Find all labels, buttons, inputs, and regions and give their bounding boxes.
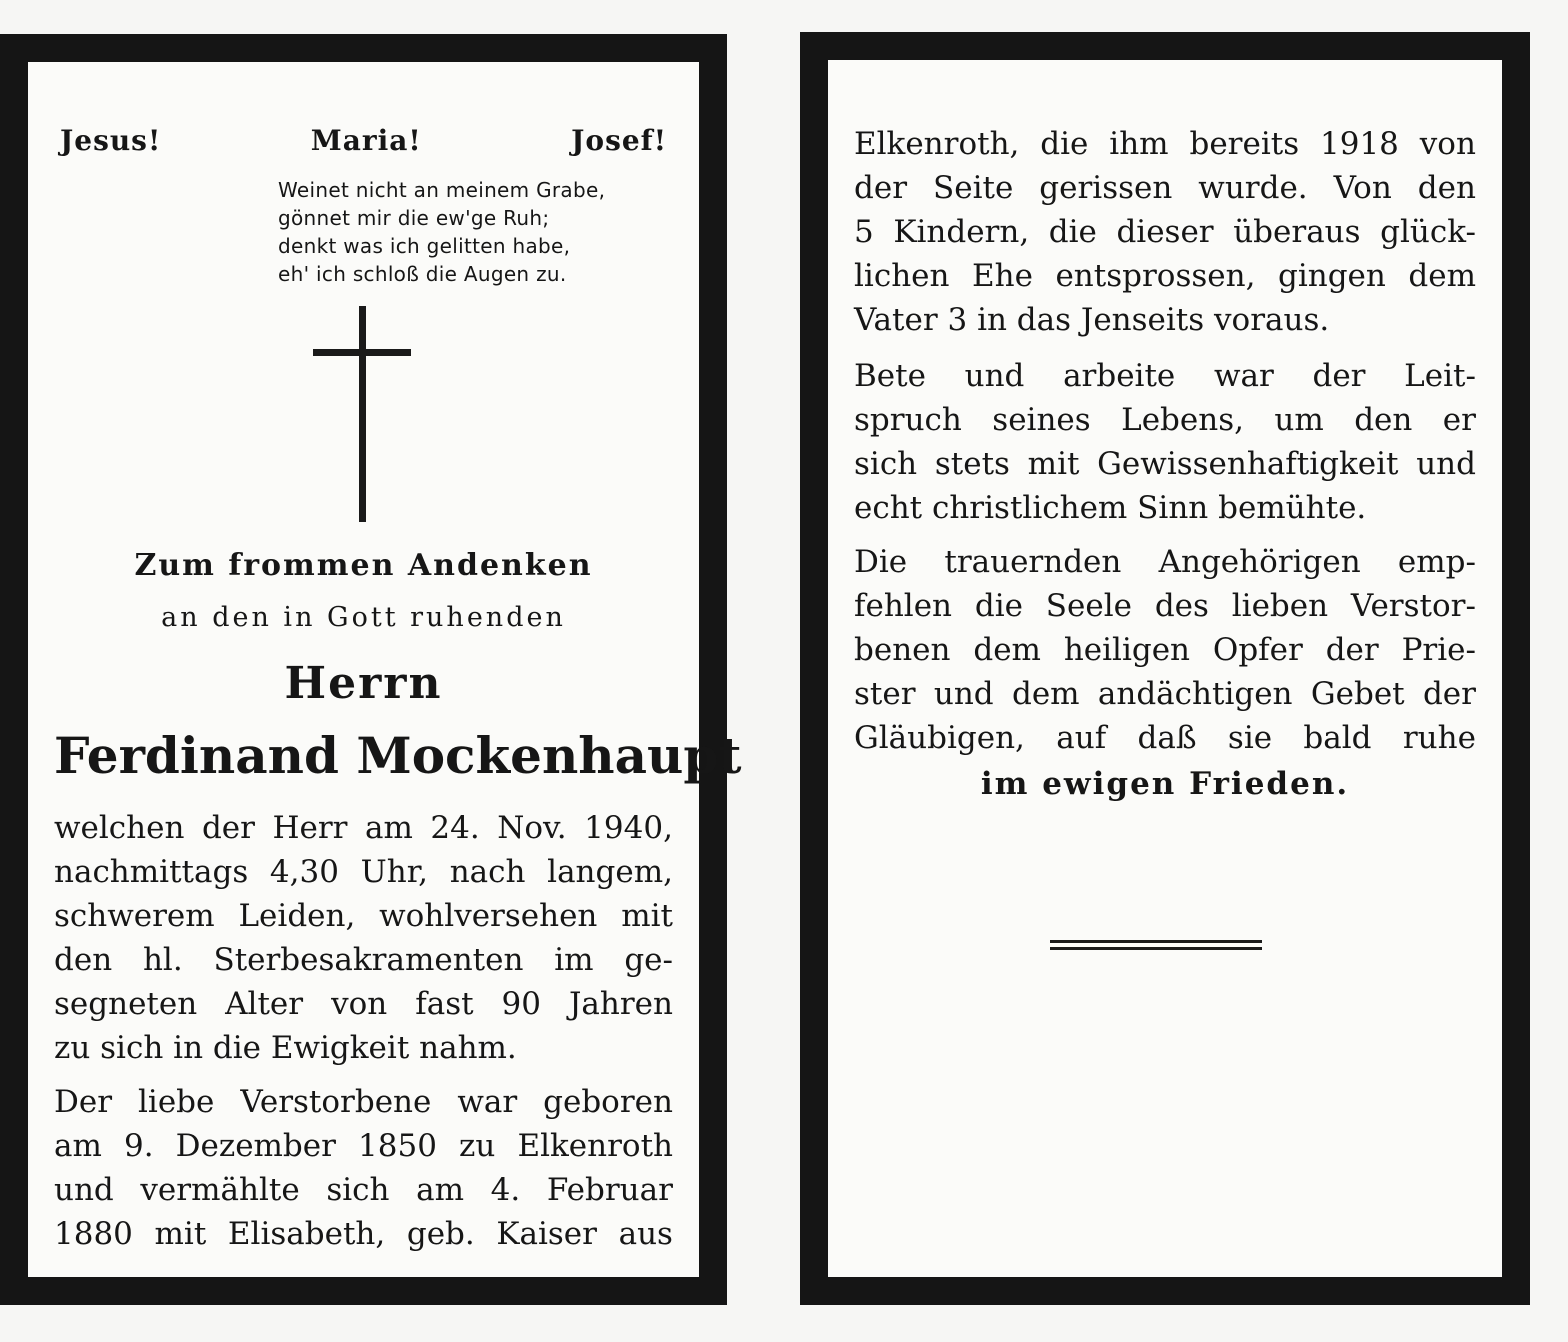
memorial-subtitle: an den in Gott ruhenden xyxy=(161,602,566,633)
honorific: Herrn xyxy=(284,658,443,709)
word: Elkenroth xyxy=(517,1128,673,1164)
body-line xyxy=(54,850,673,894)
body-line xyxy=(54,1168,673,1212)
verse-line: Weinet nicht an meinem Grabe, xyxy=(278,178,606,202)
body-text xyxy=(854,210,1476,254)
body-line xyxy=(54,1212,673,1256)
body-line xyxy=(854,628,1476,672)
word: ruhe xyxy=(1402,720,1476,756)
word: Verstorbene xyxy=(240,1084,432,1120)
body-line xyxy=(54,982,673,1026)
body-text xyxy=(854,584,1476,628)
word: dem xyxy=(973,632,1041,668)
left-card-border xyxy=(0,34,742,1305)
word: die xyxy=(1040,126,1089,162)
word: der xyxy=(201,810,255,846)
word: den xyxy=(1354,402,1413,438)
word: andächtigen xyxy=(1097,676,1293,712)
word: am xyxy=(416,1172,464,1208)
word: der xyxy=(1422,676,1476,712)
body-line xyxy=(54,1026,673,1070)
body-text xyxy=(54,850,673,894)
word: Elisabeth, xyxy=(227,1216,386,1252)
word: Die xyxy=(854,544,908,580)
body-text xyxy=(54,1080,673,1124)
word: ihm xyxy=(1109,126,1169,162)
word: entsprossen, xyxy=(1055,258,1256,294)
word: aus xyxy=(618,1216,673,1252)
word: Kaiser xyxy=(496,1216,597,1252)
body-text xyxy=(54,982,673,1026)
word: 1940, xyxy=(584,810,673,846)
body-text xyxy=(854,354,1476,398)
word: wurde. xyxy=(1198,170,1308,206)
word: bereits xyxy=(1189,126,1300,162)
memorial-title: Zum frommen Andenken xyxy=(134,548,593,583)
body-line xyxy=(854,210,1476,254)
divider-line xyxy=(1050,940,1262,943)
verse-line: denkt was ich gelitten habe, xyxy=(278,234,571,258)
word: lieben xyxy=(1231,588,1329,624)
word: trauernden xyxy=(944,544,1122,580)
word: war xyxy=(1213,358,1274,394)
word: 5 xyxy=(854,214,874,250)
right-card-page xyxy=(828,60,1502,1277)
word: welchen xyxy=(54,810,185,846)
verse-line: gönnet mir die ew'ge Ruh; xyxy=(278,206,550,230)
word: Alter xyxy=(225,986,304,1022)
word: gingen xyxy=(1277,258,1386,294)
body-line xyxy=(854,442,1476,486)
word: Uhr, xyxy=(360,854,428,890)
word: Angehörigen xyxy=(1158,544,1361,580)
word: emp- xyxy=(1397,544,1476,580)
closing-line: im ewigen Frieden. xyxy=(980,766,1350,802)
word: am xyxy=(364,810,413,846)
word: mit xyxy=(621,898,673,934)
word: der xyxy=(854,170,908,206)
word: 4. xyxy=(490,1172,521,1208)
body-line xyxy=(854,166,1476,210)
invocation-maria: Maria! xyxy=(310,124,422,157)
word: Von xyxy=(1333,170,1392,206)
word: nach xyxy=(449,854,526,890)
word: ge- xyxy=(624,942,673,978)
body-line xyxy=(854,584,1476,628)
verse-block xyxy=(278,176,605,288)
word: sie xyxy=(1227,720,1273,756)
word: Elkenroth, xyxy=(854,126,1020,162)
word: überaus xyxy=(1233,214,1361,250)
word: Sterbesakramenten xyxy=(213,942,524,978)
word: spruch xyxy=(854,402,962,438)
word: den xyxy=(1417,170,1476,206)
body-text xyxy=(54,938,673,982)
word: Gebet xyxy=(1310,676,1405,712)
body-line xyxy=(54,1124,673,1168)
word: um xyxy=(1274,402,1324,438)
word: heiligen xyxy=(1063,632,1191,668)
body-text xyxy=(854,628,1476,672)
word: 1880 xyxy=(54,1216,133,1252)
word: und xyxy=(54,1172,114,1208)
word: auf xyxy=(1056,720,1107,756)
word: Leiden, xyxy=(238,898,356,934)
word: benen xyxy=(854,632,951,668)
word: nachmittags xyxy=(54,854,249,890)
word: geboren xyxy=(543,1084,673,1120)
word: daß xyxy=(1137,720,1197,756)
word: den xyxy=(54,942,113,978)
invocation-josef: Josef! xyxy=(571,124,667,157)
word: Ehe xyxy=(971,258,1033,294)
body-line xyxy=(854,298,1476,342)
word: fast xyxy=(415,986,474,1022)
body-text xyxy=(854,540,1476,584)
word: die xyxy=(974,588,1023,624)
body-text xyxy=(854,166,1476,210)
word: Leit- xyxy=(1404,358,1476,394)
word: stets xyxy=(934,446,1010,482)
word: 4,30 xyxy=(269,854,339,890)
word: 24. xyxy=(430,810,480,846)
deceased-name: Ferdinand Mockenhaupt xyxy=(54,726,742,785)
word: und xyxy=(1416,446,1476,482)
body-text: echt christlichem Sinn bemühte. xyxy=(854,490,1367,526)
word: Februar xyxy=(546,1172,673,1208)
word: langem, xyxy=(547,854,673,890)
word: gerissen xyxy=(1039,170,1173,206)
word: Lebens, xyxy=(1121,402,1244,438)
word: Herr xyxy=(272,810,348,846)
body-line xyxy=(854,716,1476,760)
word: arbeite xyxy=(1063,358,1176,394)
word: dieser xyxy=(1116,214,1214,250)
cross-horizontal-bar xyxy=(313,349,411,356)
body-line xyxy=(854,254,1476,298)
word: er xyxy=(1442,402,1476,438)
word: Seele xyxy=(1045,588,1132,624)
word: Bete xyxy=(854,358,926,394)
word: des xyxy=(1154,588,1209,624)
word: 1850 xyxy=(358,1128,437,1164)
body-line xyxy=(854,122,1476,166)
body-text xyxy=(854,672,1476,716)
word: 9. xyxy=(123,1128,154,1164)
word: vermählte xyxy=(140,1172,300,1208)
word: von xyxy=(331,986,388,1022)
body-text xyxy=(54,1212,673,1256)
body-text xyxy=(854,442,1476,486)
word: war xyxy=(457,1084,518,1120)
word: fehlen xyxy=(854,588,953,624)
word: Opfer xyxy=(1212,632,1303,668)
word: 1918 xyxy=(1320,126,1399,162)
invocation-jesus: Jesus! xyxy=(60,124,162,157)
word: dem xyxy=(1408,258,1476,294)
word: sich xyxy=(854,446,918,482)
word: Nov. xyxy=(497,810,567,846)
word: der xyxy=(1325,632,1379,668)
body-text: Vater 3 in das Jenseits voraus. xyxy=(854,302,1330,338)
body-text xyxy=(854,716,1476,760)
invocation-row xyxy=(60,124,667,157)
body-text: zu sich in die Ewigkeit nahm. xyxy=(54,1030,517,1066)
word: 90 xyxy=(501,986,541,1022)
word: Prie- xyxy=(1401,632,1476,668)
word: und xyxy=(933,676,994,712)
word: und xyxy=(964,358,1025,394)
word: im xyxy=(554,942,594,978)
body-line xyxy=(54,806,673,850)
word: die xyxy=(1048,214,1097,250)
cross-vertical-bar xyxy=(359,306,366,522)
word: von xyxy=(1419,126,1476,162)
word: schwerem xyxy=(54,898,215,934)
word: Jahren xyxy=(568,986,673,1022)
body-text xyxy=(854,122,1476,166)
body-text xyxy=(54,894,673,938)
word: lichen xyxy=(854,258,950,294)
right-card-border xyxy=(800,32,1530,1305)
word: wohlversehen xyxy=(379,898,598,934)
word: seines xyxy=(992,402,1091,438)
word: Der xyxy=(54,1084,113,1120)
word: mit xyxy=(154,1216,207,1252)
word: geb. xyxy=(406,1216,475,1252)
word: ster xyxy=(854,676,916,712)
verse-line: eh' ich schloß die Augen zu. xyxy=(278,262,567,286)
word: der xyxy=(1312,358,1366,394)
body-text xyxy=(54,1124,673,1168)
word: sich xyxy=(326,1172,390,1208)
word: hl. xyxy=(142,942,183,978)
left-card-page xyxy=(28,62,742,1277)
word: Kindern, xyxy=(893,214,1030,250)
body-text xyxy=(854,254,1476,298)
word: am xyxy=(54,1128,102,1164)
word: Verstor- xyxy=(1350,588,1476,624)
word: Gläubigen, xyxy=(854,720,1025,756)
body-text xyxy=(854,398,1476,442)
body-line xyxy=(854,540,1476,584)
body-line xyxy=(854,486,1476,530)
word: glück- xyxy=(1380,214,1476,250)
word: Seite xyxy=(932,170,1014,206)
word: Gewissenhaftigkeit xyxy=(1097,446,1399,482)
body-line xyxy=(54,894,673,938)
divider-line xyxy=(1050,947,1262,950)
body-line xyxy=(854,398,1476,442)
word: liebe xyxy=(137,1084,215,1120)
body-line xyxy=(854,672,1476,716)
word: segneten xyxy=(54,986,198,1022)
word: Dezember xyxy=(175,1128,336,1164)
word: bald xyxy=(1303,720,1372,756)
word: mit xyxy=(1027,446,1080,482)
word: zu xyxy=(459,1128,496,1164)
body-text xyxy=(54,1168,673,1212)
word: dem xyxy=(1011,676,1080,712)
body-line xyxy=(54,1080,673,1124)
body-text xyxy=(54,806,673,850)
body-line xyxy=(54,938,673,982)
body-line xyxy=(854,354,1476,398)
